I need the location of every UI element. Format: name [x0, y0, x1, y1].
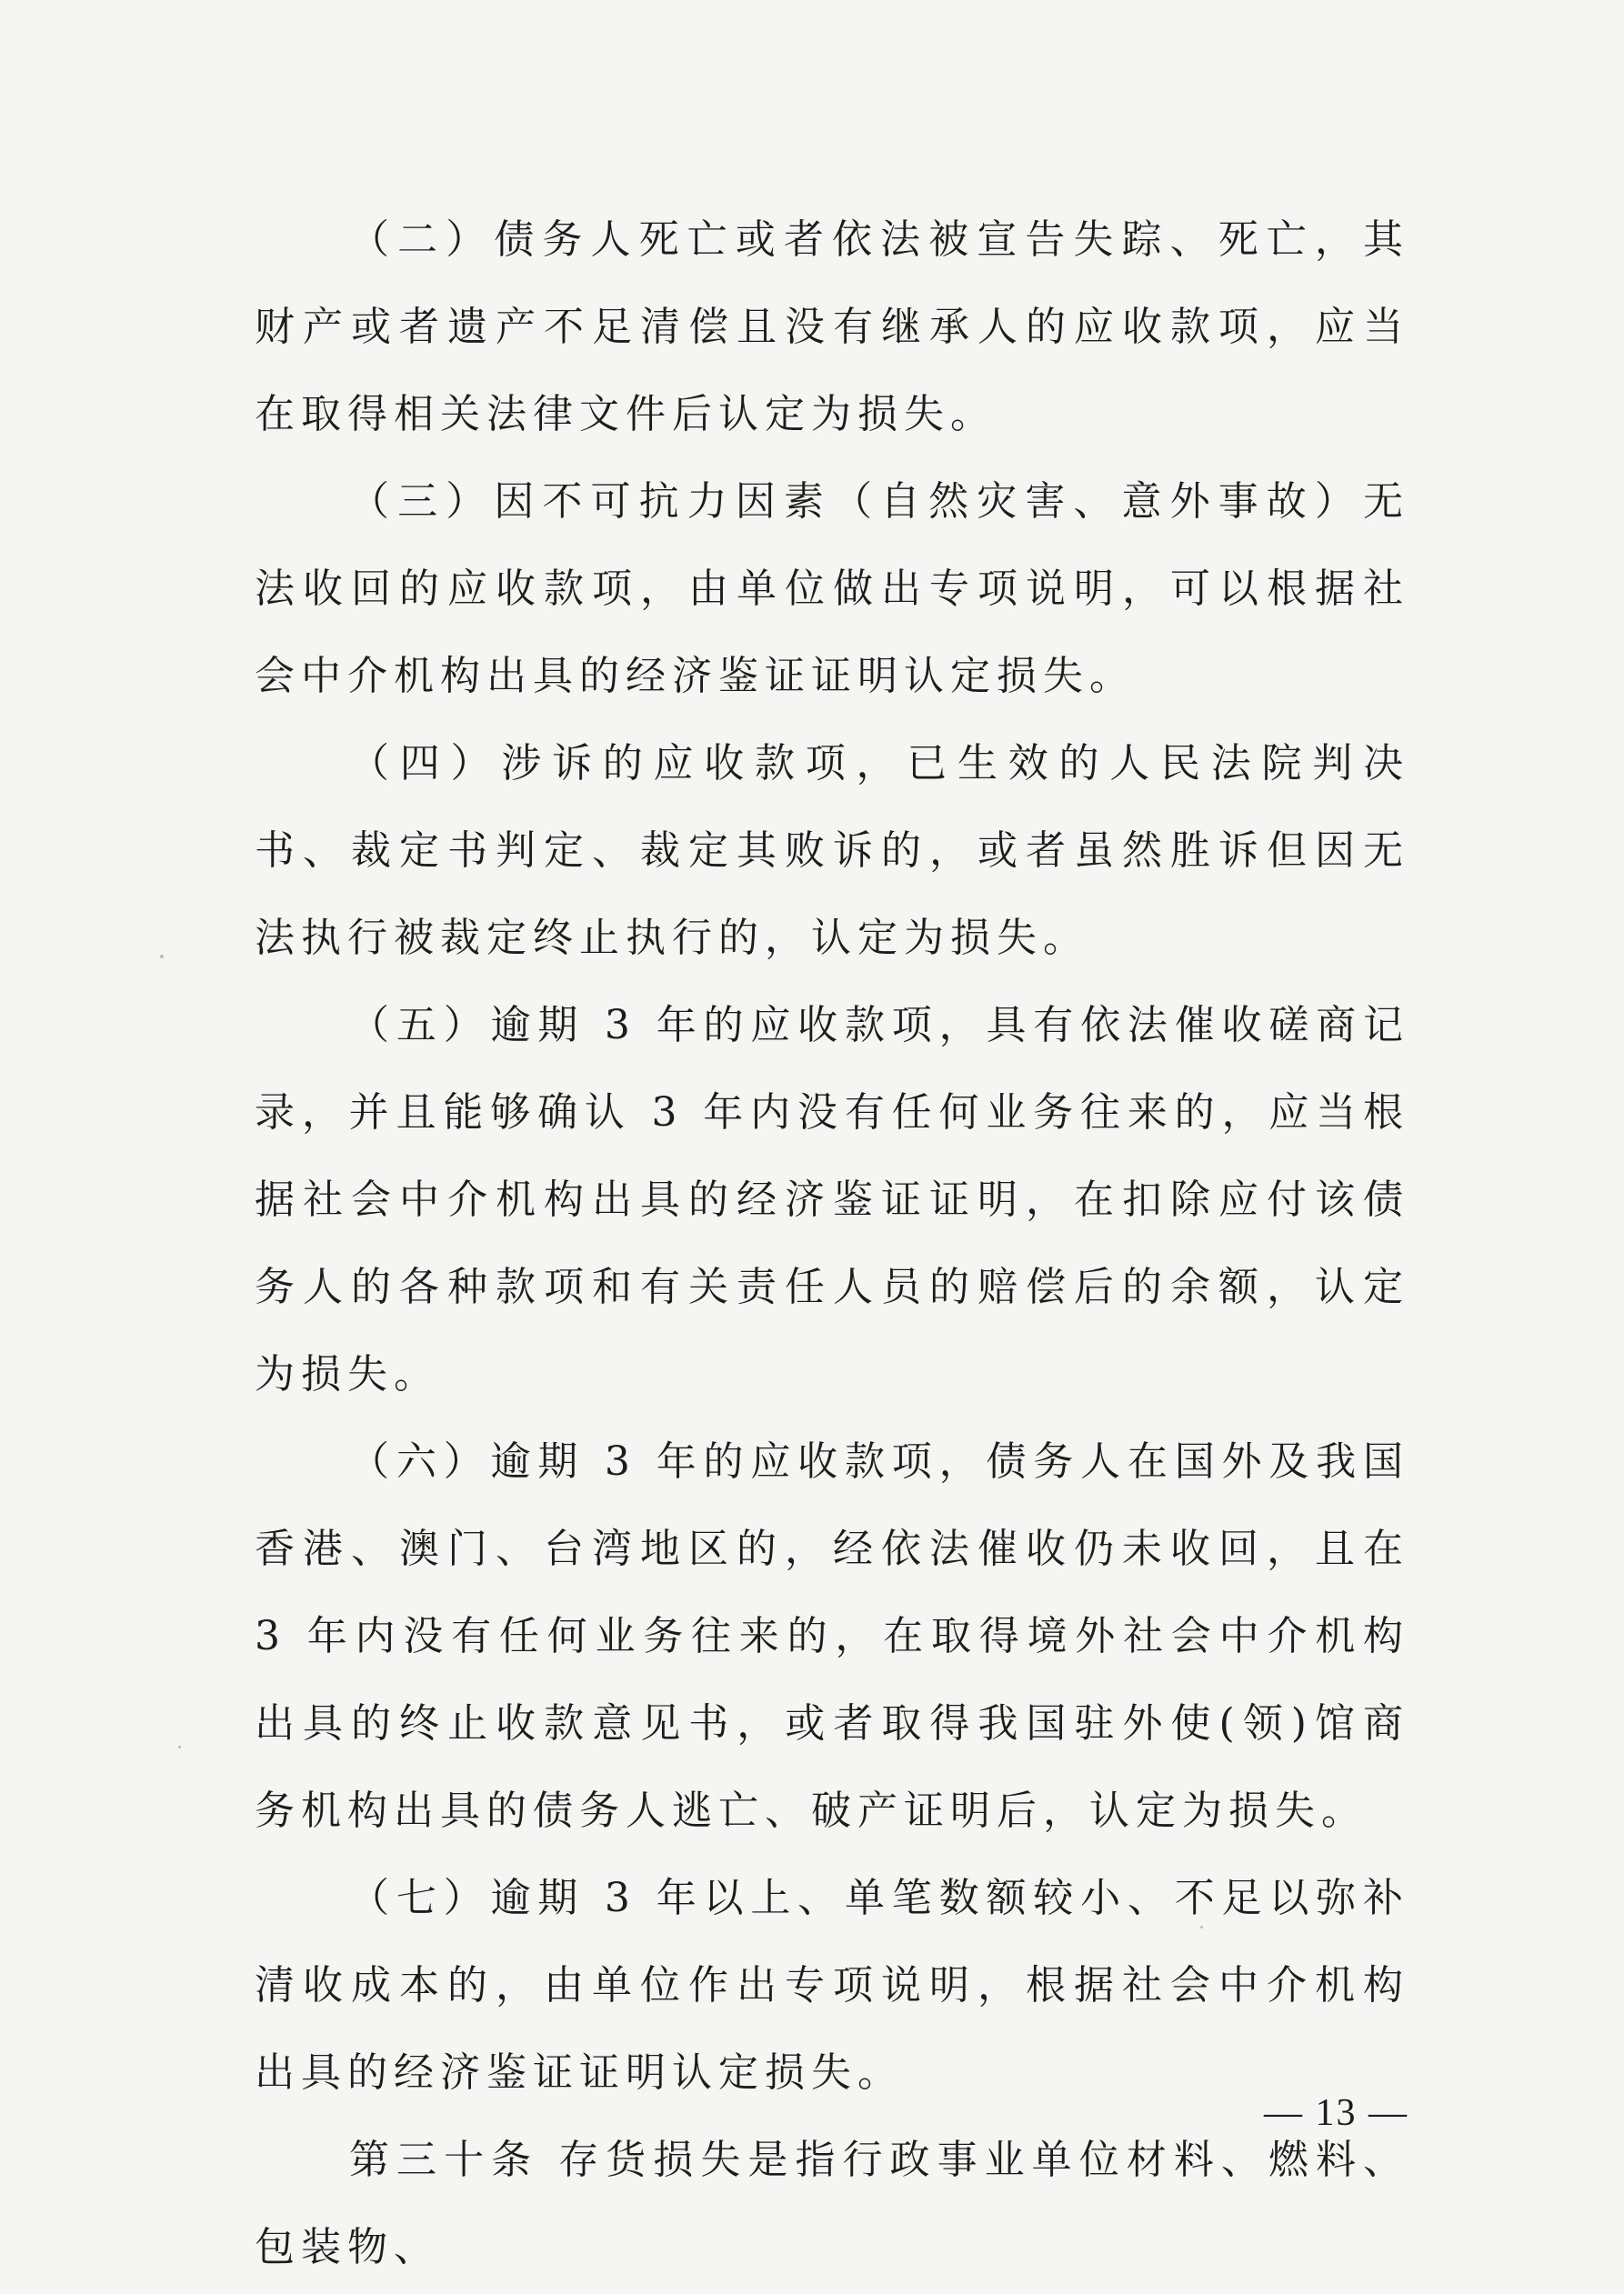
paragraph-article-30: 第三十条 存货损失是指行政事业单位材料、燃料、包装物、: [255, 2137, 1409, 2270]
paragraph-item-5: （五）逾期 3 年的应收款项，具有依法催收磋商记录，并且能够确认 3 年内没有任何业务往来的，应当根据社会中介机构出具的经济鉴证证明，在扣除应付该债务人的各种款项和有关责任人员的赔偿后的余额，认定为损失。: [255, 1002, 1409, 1397]
paragraph-item-6: （六）逾期 3 年的应收款项，债务人在国外及我国香港、澳门、台湾地区的，经依法催收仍未收回，且在 3 年内没有任何业务往来的，在取得境外社会中介机构出具的终止收款意见书，或者取得我国驻外使(领)馆商务机构出具的债务人逃亡、破产证明后，认定为损失。: [255, 1438, 1409, 1834]
scan-speck: [1200, 1926, 1203, 1928]
scan-speck: [160, 955, 164, 958]
paragraph-item-3: （三）因不可抗力因素（自然灾害、意外事故）无法收回的应收款项，由单位做出专项说明，可以根据社会中介机构出具的经济鉴证证明认定损失。: [255, 478, 1409, 699]
paragraph-item-7: （七）逾期 3 年以上、单笔数额较小、不足以弥补清收成本的，由单位作出专项说明，根据社会中介机构出具的经济鉴证证明认定损失。: [255, 1875, 1409, 2096]
paragraph-item-2: （二）债务人死亡或者依法被宣告失踪、死亡，其财产或者遗产不足清偿且没有继承人的应收款项，应当在取得相关法律文件后认定为损失。: [255, 216, 1409, 437]
page-number: — 13 —: [1264, 2092, 1408, 2134]
paragraph-item-4: （四）涉诉的应收款项，已生效的人民法院判决书、裁定书判定、裁定其败诉的，或者虽然胜诉但因无法执行被裁定终止执行的，认定为损失。: [255, 740, 1409, 961]
body-text: [255, 196, 1409, 2291]
scan-speck: [178, 1746, 181, 1748]
